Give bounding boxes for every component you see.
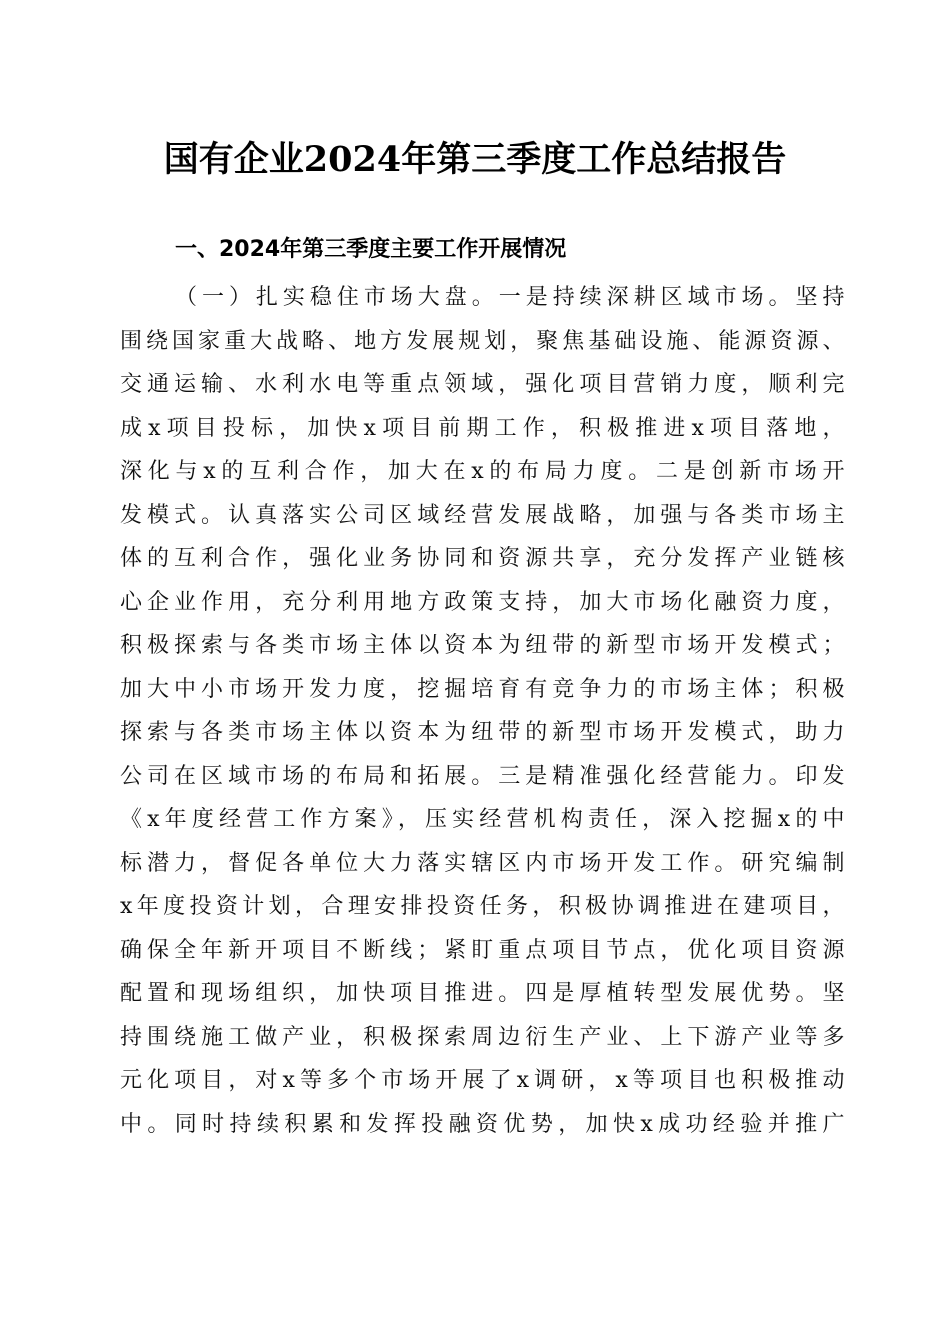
body-line: 积极探索与各类市场主体以资本为纽带的新型市场开发模式；: [120, 633, 845, 658]
body-line: 交通运输、水利水电等重点领域，强化项目营销力度，顺利完: [120, 372, 845, 397]
body-line: 公司在区域市场的布局和拓展。三是精准强化经营能力。印发: [120, 763, 845, 789]
body-line: x年度投资计划，合理安排投资任务，积极协调推进在建项目，: [120, 894, 845, 919]
body-line: 配置和现场组织，加快项目推进。四是厚植转型发展优势。坚: [120, 981, 845, 1006]
body-line: 标潜力，督促各单位大力落实辖区内市场开发工作。研究编制: [120, 850, 845, 876]
body-line: 确保全年新开项目不断线；紧盯重点项目节点，优化项目资源: [120, 937, 845, 963]
body-text: [120, 276, 845, 1146]
body-line: 围绕国家重大战略、地方发展规划，聚焦基础设施、能源资源、: [120, 328, 845, 354]
body-line: 中。同时持续积累和发挥投融资优势，加快x成功经验并推广: [120, 1111, 845, 1137]
body-line: （一）扎实稳住市场大盘。一是持续深耕区域市场。坚持: [175, 285, 845, 310]
body-line: 元化项目，对x等多个市场开展了x调研，x等项目也积极推动: [120, 1068, 845, 1093]
body-line: 加大中小市场开发力度，挖掘培育有竞争力的市场主体；积极: [120, 676, 845, 702]
body-line: 成x项目投标，加快x项目前期工作，积极推进x项目落地，: [120, 415, 845, 441]
body-line: 深化与x的互利合作，加大在x的布局力度。二是创新市场开: [120, 459, 845, 484]
body-line: 探索与各类市场主体以资本为纽带的新型市场开发模式，助力: [120, 720, 845, 745]
document-title: 国有企业2024年第三季度工作总结报告: [163, 139, 787, 180]
body-line: 发模式。认真落实公司区域经营发展战略，加强与各类市场主: [120, 502, 845, 528]
body-line: 持围绕施工做产业，积极探索周边衍生产业、上下游产业等多: [120, 1024, 845, 1050]
section-heading: 一、2024年第三季度主要工作开展情况: [175, 237, 567, 262]
body-line: 《x年度经营工作方案》，压实经营机构责任，深入挖掘x的中: [120, 807, 845, 832]
body-line: 体的互利合作，强化业务协同和资源共享，充分发挥产业链核: [120, 546, 845, 571]
body-line: 心企业作用，充分利用地方政策支持，加大市场化融资力度，: [120, 589, 845, 615]
